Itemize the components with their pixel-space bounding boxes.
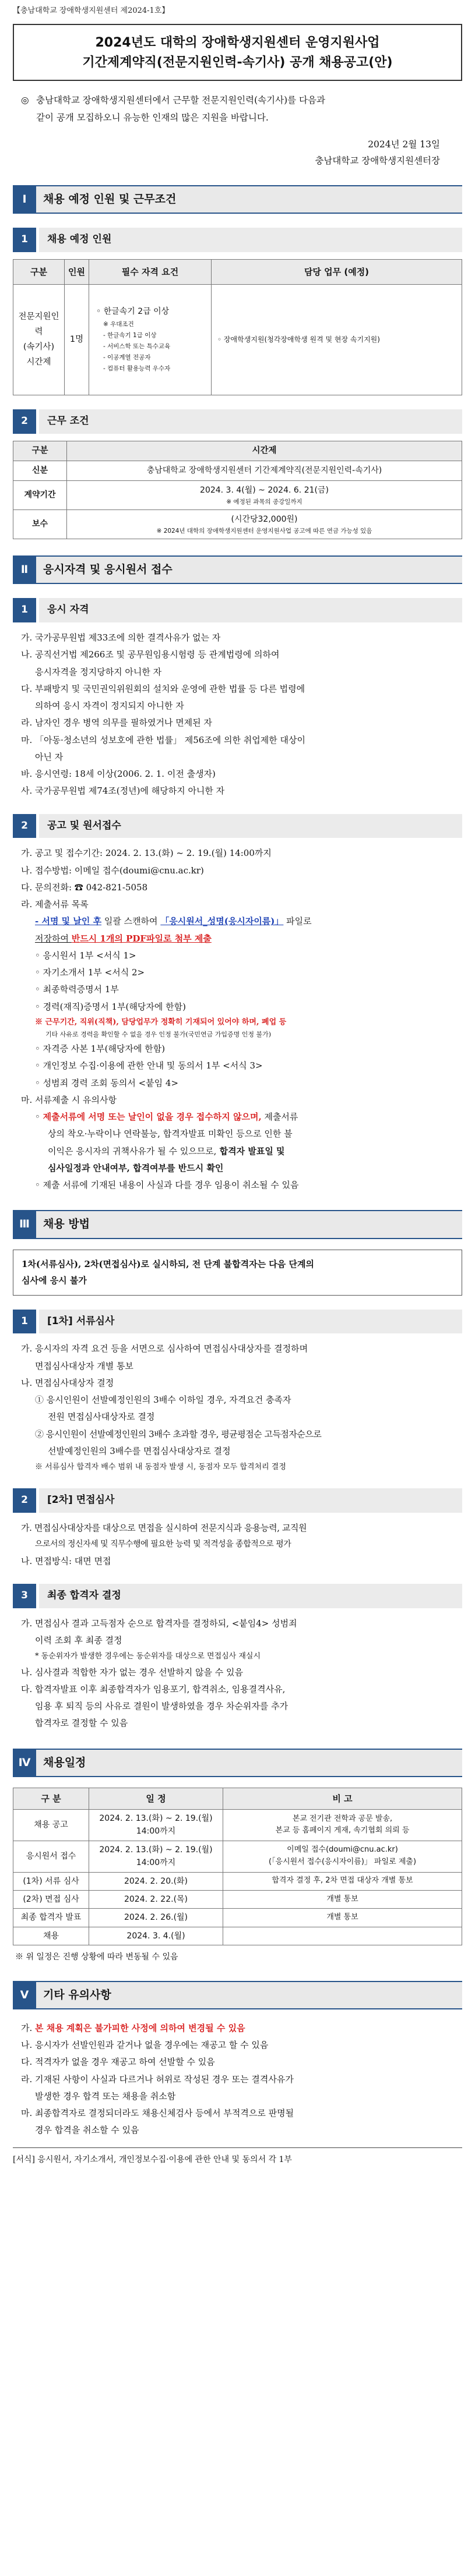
section-title: 채용 방법	[36, 1210, 462, 1239]
list-item-cont: 임용 후 퇴직 등의 사유로 결원이 발생하였을 경우 차순위자를 추가	[35, 1701, 288, 1712]
section-title: 기타 유의사항	[36, 1981, 462, 2009]
apply-contact: 다. 문의전화: ☎ 042-821-5058	[21, 882, 148, 893]
schedule-note: 합격자 결정 후, 2차 면접 대상자 개별 통보	[223, 1872, 462, 1890]
list-item-cont: 면접심사대상자 개별 통보	[35, 1360, 133, 1371]
method-line: 1차(서류심사), 2차(면접심사)로 실시하되, 전 단계 불합격자는 다음 단계의	[22, 1258, 314, 1269]
item-marker: 사.	[21, 785, 33, 797]
section-number: Ⅲ	[13, 1210, 36, 1239]
subsection-title: 근무 조건	[39, 409, 462, 434]
caution-cont: 상의 착오·누락이나 연락불능, 합격자발표 미확인 등으로 인한 불	[48, 1128, 293, 1140]
list-item-cont: 선발예정인원의 3배수를 면접심사대상자로 결정	[48, 1445, 231, 1456]
schedule-date: 2024. 3. 4.(월)	[89, 1927, 223, 1945]
list-item: 공직선거법 제266조 및 공무원임용시험령 등 관계법령에 의하여	[35, 649, 280, 660]
table-header: 구분	[13, 441, 67, 461]
row-value: (시간당32,000원)	[231, 514, 298, 524]
list-item-cont: 응시자격을 정지당하지 아니한 자	[35, 666, 162, 677]
schedule-cat: (2차) 면접 심사	[13, 1890, 89, 1908]
list-item: 최종합격자로 결정되더라도 채용신체검사 등에서 부적격으로 판명될	[35, 2108, 294, 2119]
section-title: 응시자격 및 응시원서 접수	[36, 555, 462, 584]
section-5-header	[13, 1981, 462, 2009]
caution-part: 이익은 응시자의 귀책사유가 될 수 있으므로,	[48, 1145, 217, 1156]
subsection-title: 공고 및 원서접수	[39, 814, 462, 838]
schedule-cat: (1차) 서류 심사	[13, 1872, 89, 1890]
schedule-cat: 채용 공고	[13, 1810, 89, 1841]
interview-list	[13, 1520, 462, 1570]
list-item: 적격자가 없을 경우 재공고 하여 선발할 수 있음	[35, 2057, 215, 2068]
eligibility-list	[13, 629, 462, 800]
list-item: 국가공무원법 제74조(정년)에 해당하지 아니한 자	[35, 785, 225, 797]
list-item: 가. 응시자의 자격 요건 등을 서면으로 심사하여 면접심사대상자를 결정하며	[21, 1343, 308, 1354]
subsection-3-3-header	[13, 1584, 462, 1608]
table-header: 구분	[13, 259, 65, 284]
title-line-2: 기간제계약직(전문지원인력-속기사) 공개 채용공고(안)	[82, 55, 393, 70]
section-number: Ⅱ	[13, 555, 36, 584]
table-row	[13, 1810, 462, 1841]
list-note: ※ 서류심사 합격자 배수 범위 내 동점자 발생 시, 동점자 모두 합격처리 결정	[35, 1463, 286, 1472]
table-header: 시간제	[67, 441, 462, 461]
list-item-cont: 발생한 경우 합격 또는 채용을 취소함	[35, 2090, 176, 2101]
list-item-cont: 경우 합격을 취소할 수 있음	[35, 2125, 139, 2136]
list-item-cont: 합격자로 결정할 수 있음	[35, 1718, 128, 1729]
doc-item: ◦ 성범죄 경력 조회 동의서 <붙임 4>	[35, 1077, 179, 1088]
row-note: ※ 예정된 과목의 종강일까지	[226, 498, 302, 505]
list-item: 가. 면접심사 결과 고득점자 순으로 합격자를 결정하되, <붙임4> 성범죄	[21, 1618, 297, 1629]
method-summary-box	[13, 1250, 462, 1296]
notice-date: 2024년 2월 13일	[368, 139, 440, 150]
table-header: 일 정	[89, 1788, 223, 1809]
subsection-number: 3	[13, 1584, 36, 1608]
req-sub-item: - 서비스학 또는 특수교육	[103, 342, 171, 350]
schedule-table	[13, 1788, 462, 1945]
method-line: 심사에 응시 불가	[22, 1275, 87, 1286]
item-marker: 다.	[21, 683, 33, 694]
caution-item	[21, 1109, 462, 1126]
subsection-number: 1	[13, 598, 36, 622]
attachment-footer: [서식] 응시원서, 자기소개서, 개인정보수집·이용에 관한 안내 및 동의서 각 1부	[13, 2147, 462, 2168]
req-sub-item: - 한글속기 1급 이상	[103, 331, 157, 339]
caution-item: ◦ 제출 서류에 기재된 내용이 사실과 다를 경우 임용이 취소될 수 있음	[35, 1180, 299, 1191]
subsection-2-2-header	[13, 814, 462, 838]
table-row	[13, 1890, 462, 1908]
list-item: 본 채용 계획은 불가피한 사정에 의하여 변경될 수 있음	[35, 2022, 245, 2033]
subsection-number: 2	[13, 814, 36, 838]
subsection-3-2-header	[13, 1488, 462, 1513]
title-line-1: 2024년도 대학의 장애학생지원센터 운영지원사업	[95, 35, 380, 50]
docs-title: 라. 제출서류 목록	[21, 899, 89, 910]
subsection-number: 1	[13, 1310, 36, 1334]
circle-bullet-icon: ◎	[21, 94, 29, 105]
sign-note-part: 일괄 스캔하여	[101, 916, 161, 927]
misc-notes-list	[13, 2020, 462, 2139]
req-sub-title: ※ 우대조건	[103, 321, 134, 328]
table-header: 구 분	[13, 1788, 89, 1809]
intro-paragraph	[13, 91, 462, 126]
list-item-cont: 의하여 응시 자격이 정지되지 아니한 자	[35, 700, 184, 712]
list-item: 나. 면접방식: 대면 면접	[21, 1555, 111, 1566]
row-value: 충남대학교 장애학생지원센터 기간제계약직(전문지원인력-속기사)	[67, 461, 462, 481]
req-sub-item: - 컴퓨터 활용능력 우수자	[103, 365, 171, 372]
sign-note-part: - 서명 및 날인 후	[35, 916, 102, 927]
list-item: 응시연령: 18세 이상(2006. 2. 1. 이전 출생자)	[35, 769, 216, 780]
schedule-note	[223, 1927, 462, 1945]
subsection-number: 2	[13, 409, 36, 434]
issuing-org: 충남대학교 장애학생지원센터장	[315, 155, 440, 166]
schedule-cat: 채용	[13, 1927, 89, 1945]
subsection-2-1-header	[13, 598, 462, 622]
caution-title: 마. 서류제출 시 유의사항	[21, 1094, 117, 1105]
section-number: Ⅴ	[13, 1981, 36, 2009]
list-item-cont: 아닌 자	[35, 751, 64, 762]
schedule-cat: 최종 합격자 발표	[13, 1909, 89, 1927]
list-item: 나. 심사결과 적합한 자가 없는 경우 선발하지 않을 수 있음	[21, 1666, 243, 1678]
subsection-number: 2	[13, 1488, 36, 1513]
schedule-note: 개별 통보	[223, 1909, 462, 1927]
subsection-title: 최종 합격자 결정	[39, 1584, 462, 1608]
subsection-title: [1차] 서류심사	[39, 1310, 462, 1334]
section-number: Ⅳ	[13, 1749, 36, 1777]
list-item: 기재된 사항이 사실과 다르거나 허위로 작성된 경우 또는 결격사유가	[35, 2073, 294, 2085]
doc-item: ◦ 개인정보 수집·이용에 관한 안내 및 동의서 1부 <서식 3>	[35, 1060, 263, 1071]
subsection-title: 응시 자격	[39, 598, 462, 622]
table-row	[13, 1872, 462, 1890]
req-main: ◦ 한글속기 2급 이상	[96, 307, 170, 317]
list-item-cont: 으로서의 정신자세 및 직무수행에 필요한 능력 및 적격성을 종합적으로 평가	[35, 1540, 291, 1549]
item-marker: 라.	[21, 717, 33, 728]
table-row	[13, 1841, 462, 1872]
subsection-1-1-header	[13, 228, 462, 252]
table-header: 비 고	[223, 1788, 462, 1809]
caution-part: 제출서류	[261, 1112, 298, 1123]
row-note: ※ 2024년 대학의 장애학생지원센터 운영지원사업 공고에 따른 연금 가능성 있음	[156, 528, 372, 535]
row-label: 보수	[13, 509, 67, 539]
caution-cont: 심사일정과 안내여부, 합격여부를 반드시 확인	[48, 1162, 224, 1173]
doc-item: ◦ 자기소개서 1부 <서식 2>	[35, 967, 145, 978]
list-item: ② 응시인원이 선발예정인원의 3배수 초과할 경우, 평균평점순 고득점자순으로	[35, 1428, 322, 1439]
item-marker: 가.	[21, 632, 33, 643]
list-item: 남자인 경우 병역 의무를 필하였거나 면제된 자	[35, 717, 212, 728]
hire-category: 전문지원인력 (속기사) 시간제	[13, 284, 65, 395]
section-2-header	[13, 555, 462, 584]
caution-part: 제출서류에 서명 또는 날인이 없을 경우 접수하지 않으며,	[43, 1112, 262, 1123]
schedule-date: 2024. 2. 22.(목)	[89, 1890, 223, 1908]
item-marker: 라.	[21, 2073, 33, 2085]
sign-note-part: 「응시원서_성명(응시자이름)」	[160, 916, 284, 927]
schedule-note: 이메일 접수(doumi@cnu.ac.kr) (「응시원서 접수(응시자이름)」 파일로 제출)	[223, 1841, 462, 1872]
row-label: 신분	[13, 461, 67, 481]
list-item-cont: 전원 면접심사대상자로 결정	[48, 1411, 155, 1423]
table-header: 인원	[65, 259, 89, 284]
subsection-title: 채용 예정 인원	[39, 228, 462, 252]
schedule-date: 2024. 2. 20.(화)	[89, 1872, 223, 1890]
subsection-3-1-header	[13, 1310, 462, 1334]
title-box	[13, 24, 462, 81]
list-item: 부패방지 및 국민권익위원회의 설치와 운영에 관한 법률 등 다른 법령에	[35, 683, 305, 694]
doc-item: ◦ 응시원서 1부 <서식 1>	[35, 950, 136, 961]
list-item-cont: 이력 조회 후 최종 결정	[35, 1634, 122, 1646]
list-item: 「아동·청소년의 성보호에 관한 법률」 제56조에 의한 취업제한 대상이	[35, 734, 305, 745]
subsection-1-2-header	[13, 409, 462, 434]
hire-duty: ◦ 장애학생지원(청각장애학생 원격 및 현장 속기지원)	[212, 284, 462, 395]
sign-instruction-cont	[21, 930, 462, 947]
req-sub-item: - 이공계열 전공자	[103, 353, 151, 361]
row-label: 계약기간	[13, 480, 67, 509]
item-marker: 바.	[21, 769, 33, 780]
final-decision-list	[13, 1615, 462, 1732]
list-item: 국가공무원법 제33조에 의한 결격사유가 없는 자	[35, 632, 221, 643]
sign-note-part: 저장하여	[35, 933, 72, 944]
subsection-title: [2차] 면접심사	[39, 1488, 462, 1513]
list-item: 나. 면접심사대상자 결정	[21, 1377, 114, 1388]
list-item: 다. 합격자발표 이후 최종합격자가 임용포기, 합격취소, 임용결격사유,	[21, 1683, 286, 1694]
item-marker: 마.	[21, 2108, 33, 2119]
schedule-footnote: ※ 위 일정은 진행 상황에 따라 변동될 수 있음	[15, 1952, 178, 1962]
hire-table	[13, 259, 462, 395]
apply-period: 가. 공고 및 접수기간: 2024. 2. 13.(화) ~ 2. 19.(월) 14:00까지	[21, 848, 272, 859]
apply-method: 나. 접수방법: 이메일 접수(doumi@cnu.ac.kr)	[21, 865, 204, 876]
career-note-line: ※ 근무기간, 직위(직책), 담당업무가 정확히 기재되어 있어야 하며, 폐업 등	[35, 1017, 287, 1027]
list-item: 가. 면접심사대상자를 대상으로 면접을 실시하여 전문지식과 응용능력, 교직원	[21, 1523, 307, 1534]
section-1-header	[13, 185, 462, 214]
item-marker: 가.	[21, 2022, 33, 2033]
item-marker: 마.	[21, 734, 33, 745]
caution-cont	[21, 1143, 462, 1160]
schedule-note: 개별 통보	[223, 1890, 462, 1908]
career-note	[21, 1015, 462, 1041]
item-marker: 다.	[21, 2057, 33, 2068]
item-marker: 나.	[21, 2040, 33, 2051]
subsection-number: 1	[13, 228, 36, 252]
schedule-note: 본교 전기관 전학과 공문 발송, 본교 등 홈페이지 게재, 속기협회 의뢰 등	[223, 1810, 462, 1841]
doc-item: ◦ 자격증 사본 1부(해당자에 한함)	[35, 1043, 166, 1055]
item-marker: 나.	[21, 649, 33, 660]
list-note: * 동순위자가 발생한 경우에는 동순위자를 대상으로 면접심사 재실시	[35, 1652, 261, 1661]
table-row	[13, 1909, 462, 1927]
list-item: 응시자가 선발인원과 같거나 없을 경우에는 재공고 할 수 있음	[35, 2040, 269, 2051]
career-note-line: 기타 사유로 경력을 확인할 수 없을 경우 인정 불가(국민연금 가입증명 인정 불가)	[45, 1031, 272, 1039]
intro-line-1: 충남대학교 장애학생지원센터에서 근무할 전문지원인력(속기사)를 다음과	[36, 94, 325, 105]
doc-item: ◦ 최종학력증명서 1부	[35, 984, 119, 995]
section-3-header	[13, 1210, 462, 1239]
section-4-header	[13, 1749, 462, 1777]
doc-item: ◦ 경력(재직)증명서 1부(해당자에 한함)	[35, 1001, 186, 1012]
hire-requirements	[89, 284, 212, 395]
caution-part: 합격자 발표일 및	[216, 1145, 285, 1156]
intro-line-2: 같이 공개 모집하오니 유능한 인재의 많은 지원을 바랍니다.	[36, 112, 269, 123]
schedule-date: 2024. 2. 26.(월)	[89, 1909, 223, 1927]
section-number: Ⅰ	[13, 185, 36, 214]
table-row	[13, 1927, 462, 1945]
table-header: 필수 자격 요건	[89, 259, 212, 284]
table-header: 담당 업무 (예정)	[212, 259, 462, 284]
schedule-cat: 응시원서 접수	[13, 1841, 89, 1872]
section-title: 채용 예정 인원 및 근무조건	[36, 185, 462, 214]
sign-note-part: 파일로	[283, 916, 312, 927]
caution-part: ◦	[35, 1112, 43, 1123]
application-list	[13, 845, 462, 1194]
sign-note-part: 반드시 1개의 PDF파일로 첨부 제출	[71, 933, 212, 944]
sign-instruction	[21, 913, 462, 930]
section-title: 채용일정	[36, 1749, 462, 1777]
notice-number: 【충남대학교 장애학생지원센터 제2024-1호】	[13, 6, 170, 15]
list-item: ① 응시인원이 선발예정인원의 3배수 이하일 경우, 자격요건 충족자	[35, 1395, 291, 1406]
schedule-date: 2024. 2. 13.(화) ~ 2. 19.(월) 14:00까지	[89, 1810, 223, 1841]
schedule-date: 2024. 2. 13.(화) ~ 2. 19.(월) 14:00까지	[89, 1841, 223, 1872]
doc-review-list	[13, 1340, 462, 1474]
hire-count: 1명	[65, 284, 89, 395]
work-conditions-table	[13, 441, 462, 539]
row-value: 2024. 3. 4(월) ~ 2024. 6. 21(금)	[200, 485, 329, 495]
